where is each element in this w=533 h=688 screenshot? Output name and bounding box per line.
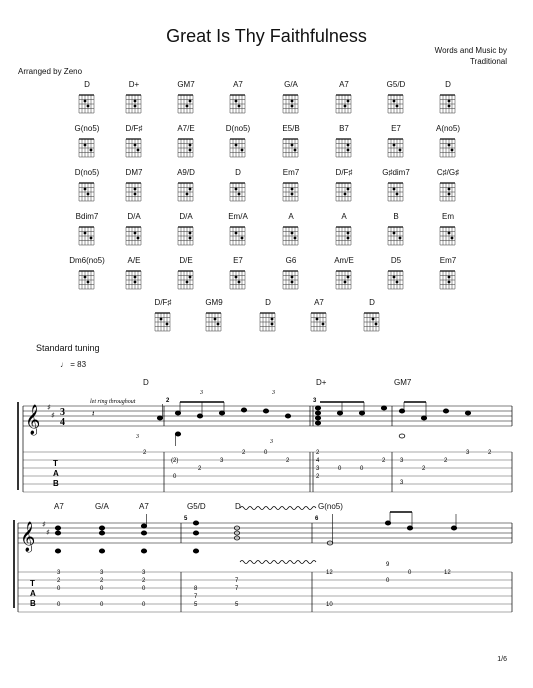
chord-diagram <box>152 309 174 333</box>
svg-text:7: 7 <box>235 586 239 592</box>
chord-diagram <box>308 309 330 333</box>
chord-diagram <box>123 179 145 203</box>
chord-name: Em7 <box>439 256 457 265</box>
svg-text:2: 2 <box>316 450 320 456</box>
svg-text:3: 3 <box>57 570 61 576</box>
svg-text:(2): (2) <box>171 458 179 464</box>
svg-text:2: 2 <box>382 458 386 464</box>
chord-diagram <box>227 135 249 159</box>
tab-label-a: A <box>30 589 36 598</box>
svg-text:3: 3 <box>142 570 146 576</box>
tab-label-t: T <box>30 579 35 588</box>
svg-text:4: 4 <box>316 458 320 464</box>
svg-text:0: 0 <box>57 586 61 592</box>
chord-diagram <box>257 309 279 333</box>
chord-name: A7/E <box>177 124 195 133</box>
chord-name: G6 <box>285 256 297 265</box>
sharp-icon: ♯ <box>46 528 50 537</box>
chord-name: D+ <box>128 80 140 89</box>
chord-diagram <box>280 91 302 115</box>
svg-text:3: 3 <box>466 450 470 456</box>
chord-diagram <box>385 267 407 291</box>
chord-diagram <box>227 91 249 115</box>
chord-diagram <box>385 179 407 203</box>
system-1 <box>18 390 512 492</box>
chord-name: DM7 <box>125 168 143 177</box>
system2-chord-2: G/A <box>95 502 109 511</box>
svg-text:0: 0 <box>386 578 390 584</box>
svg-text:0: 0 <box>142 586 146 592</box>
system1-chord-2: D+ <box>316 378 327 387</box>
svg-text:0: 0 <box>173 474 177 480</box>
svg-text:2: 2 <box>242 450 246 456</box>
chord-name: A/E <box>127 256 141 265</box>
svg-text:0: 0 <box>408 570 412 576</box>
chord-diagram <box>175 267 197 291</box>
svg-text:3: 3 <box>400 480 404 486</box>
tab-label-a: A <box>53 469 59 478</box>
chord-diagram <box>227 179 249 203</box>
svg-text:0: 0 <box>360 466 364 472</box>
vibrato-mark <box>240 561 316 564</box>
chord-name: A(no5) <box>435 124 460 133</box>
svg-text:2: 2 <box>143 450 147 456</box>
chord-diagram <box>280 223 302 247</box>
svg-text:3: 3 <box>220 458 224 464</box>
system2-chord-4: G5/D <box>187 502 206 511</box>
svg-text:3: 3 <box>100 570 104 576</box>
tuplet-3: 3 <box>136 434 139 440</box>
tuplet-3: 3 <box>200 390 203 396</box>
chord-name: Em7 <box>282 168 300 177</box>
chord-diagram <box>280 135 302 159</box>
credit-words: Words and Music by <box>434 46 507 55</box>
chord-diagram <box>333 135 355 159</box>
system1-chord-1: D <box>143 378 149 387</box>
chord-name: B7 <box>339 124 349 133</box>
chord-name: D/A <box>127 212 141 221</box>
chord-name: D/A <box>179 212 193 221</box>
system-2 <box>14 507 512 613</box>
measure-number-2: 2 <box>166 398 170 404</box>
svg-text:9: 9 <box>386 562 390 568</box>
chord-name: G(no5) <box>74 124 100 133</box>
chord-name: B <box>393 212 399 221</box>
chord-diagram <box>333 267 355 291</box>
svg-text:5: 5 <box>235 602 239 608</box>
svg-text:7: 7 <box>235 578 239 584</box>
measure-number-6: 6 <box>315 516 319 522</box>
chord-diagram <box>385 135 407 159</box>
tab-label-t: T <box>53 459 58 468</box>
notes-measure-4 <box>399 402 470 438</box>
svg-text:0: 0 <box>264 450 268 456</box>
chord-name: D(no5) <box>225 124 251 133</box>
chord-diagram <box>123 223 145 247</box>
chord-diagram <box>175 135 197 159</box>
svg-text:8: 8 <box>194 586 198 592</box>
svg-text:2: 2 <box>316 474 320 480</box>
chord-diagram <box>333 91 355 115</box>
chord-name: A <box>288 212 294 221</box>
chord-name: D <box>265 298 271 307</box>
notes-measure-2 <box>175 402 290 446</box>
tuning-label: Standard tuning <box>36 343 100 353</box>
chord-name: A7 <box>339 80 349 89</box>
notes-system2 <box>55 512 456 553</box>
chord-name: GM9 <box>205 298 223 307</box>
chord-diagram <box>175 179 197 203</box>
chord-diagram <box>361 309 383 333</box>
chord-name: D <box>445 80 451 89</box>
svg-text:𝄽: 𝄽 <box>92 409 95 418</box>
chord-name: D <box>84 80 90 89</box>
chord-name: D/F♯ <box>154 298 172 307</box>
chord-name: A7 <box>233 80 243 89</box>
chord-diagram <box>385 91 407 115</box>
svg-text:0: 0 <box>142 602 146 608</box>
chord-name: D/F♯ <box>335 168 353 177</box>
chord-name: D5 <box>390 256 402 265</box>
chord-diagram <box>76 223 98 247</box>
sharp-icon: ♯ <box>47 403 51 412</box>
chord-name: E7 <box>391 124 401 133</box>
svg-text:2: 2 <box>444 458 448 464</box>
chord-diagram <box>437 267 459 291</box>
chord-name: A7 <box>314 298 324 307</box>
tempo-marking <box>60 360 86 369</box>
measure-number-5: 5 <box>184 516 188 522</box>
svg-text:0: 0 <box>57 602 61 608</box>
chord-diagram <box>333 179 355 203</box>
system2-chord-6: G(no5) <box>318 502 343 511</box>
tab-staff <box>23 452 512 492</box>
arranger-credit: Arranged by Zeno <box>18 67 83 76</box>
svg-text:0: 0 <box>338 466 342 472</box>
time-signature-bottom: 4 <box>60 417 65 428</box>
chord-diagram <box>385 223 407 247</box>
let-ring-text: let ring throughout <box>90 399 136 405</box>
notes-measure-3 <box>315 402 386 425</box>
vibrato-mark <box>240 507 316 510</box>
chord-diagram <box>203 309 225 333</box>
svg-text:2: 2 <box>422 466 426 472</box>
time-signature-top: 3 <box>60 407 65 418</box>
tab-staff <box>18 572 512 612</box>
system2-chord-3: A7 <box>139 502 149 511</box>
chord-diagram <box>437 223 459 247</box>
system2-chord-5: D <box>235 502 241 511</box>
page-number: 1/6 <box>497 656 507 663</box>
chord-name: A9/D <box>177 168 195 177</box>
svg-text:2: 2 <box>286 458 290 464</box>
barlines <box>23 406 512 492</box>
chord-diagram <box>227 267 249 291</box>
chord-name: Em <box>442 212 454 221</box>
chord-diagram <box>76 91 98 115</box>
chord-diagram <box>175 91 197 115</box>
chord-name: GM7 <box>177 80 195 89</box>
chord-diagram <box>227 223 249 247</box>
chord-diagram <box>123 267 145 291</box>
tempo-value: = 83 <box>70 360 87 369</box>
svg-text:2: 2 <box>100 578 104 584</box>
chord-name: Em/A <box>228 212 248 221</box>
chord-name: G5/D <box>386 80 406 89</box>
chord-diagram <box>175 223 197 247</box>
svg-text:7: 7 <box>194 594 198 600</box>
treble-clef-icon: 𝄞 <box>25 405 41 435</box>
svg-text:3: 3 <box>400 458 404 464</box>
svg-text:2: 2 <box>57 578 61 584</box>
chord-diagram <box>123 91 145 115</box>
barlines <box>18 523 512 612</box>
tab-numbers-system2 <box>57 562 451 608</box>
treble-clef-icon: 𝄞 <box>20 522 36 552</box>
chord-name: D <box>369 298 375 307</box>
chord-diagram <box>280 179 302 203</box>
tab-label-b: B <box>30 599 36 608</box>
score-notation <box>0 380 533 640</box>
chord-name: A <box>341 212 347 221</box>
svg-text:2: 2 <box>488 450 492 456</box>
chord-diagram <box>437 179 459 203</box>
svg-text:10: 10 <box>326 602 333 608</box>
sharp-icon: ♯ <box>42 520 46 529</box>
chord-diagram <box>76 135 98 159</box>
notation-staff <box>18 523 512 543</box>
svg-text:12: 12 <box>444 570 451 576</box>
svg-text:5: 5 <box>194 602 198 608</box>
chord-name: Dm6(no5) <box>69 256 105 265</box>
chord-diagram <box>333 223 355 247</box>
notes-measure-1 <box>92 404 163 420</box>
song-title: Great Is Thy Faithfulness <box>166 26 367 46</box>
chord-name: Am/E <box>334 256 354 265</box>
chord-name: G/A <box>284 80 298 89</box>
svg-text:2: 2 <box>198 466 202 472</box>
quarter-note-icon: ♩ <box>60 360 68 369</box>
chord-name: E5/B <box>282 124 300 133</box>
system2-chord-1: A7 <box>54 502 64 511</box>
chord-diagram <box>437 135 459 159</box>
chord-name: Bdim7 <box>75 212 99 221</box>
chord-name: D/E <box>179 256 193 265</box>
chord-diagram <box>437 91 459 115</box>
measure-number-3: 3 <box>313 398 317 404</box>
chord-name: D(no5) <box>74 168 100 177</box>
credit-traditional: Traditional <box>469 57 507 66</box>
chord-diagram <box>76 267 98 291</box>
chord-name: G♯dim7 <box>382 168 410 177</box>
chord-name: D/F♯ <box>125 124 143 133</box>
sharp-icon: ♯ <box>51 411 55 420</box>
chord-name: C♯/G♯ <box>436 168 460 177</box>
svg-text:2: 2 <box>142 578 146 584</box>
tuplet-3: 3 <box>270 439 273 445</box>
chord-diagram <box>280 267 302 291</box>
system1-chord-3: GM7 <box>394 378 412 387</box>
svg-text:12: 12 <box>326 570 333 576</box>
svg-text:3: 3 <box>316 466 320 472</box>
chord-name: E7 <box>233 256 243 265</box>
chord-diagram <box>123 135 145 159</box>
svg-text:0: 0 <box>100 586 104 592</box>
chord-diagram <box>76 179 98 203</box>
tuplet-3: 3 <box>272 390 275 396</box>
tab-label-b: B <box>53 479 59 488</box>
chord-name: D <box>235 168 241 177</box>
svg-text:0: 0 <box>100 602 104 608</box>
